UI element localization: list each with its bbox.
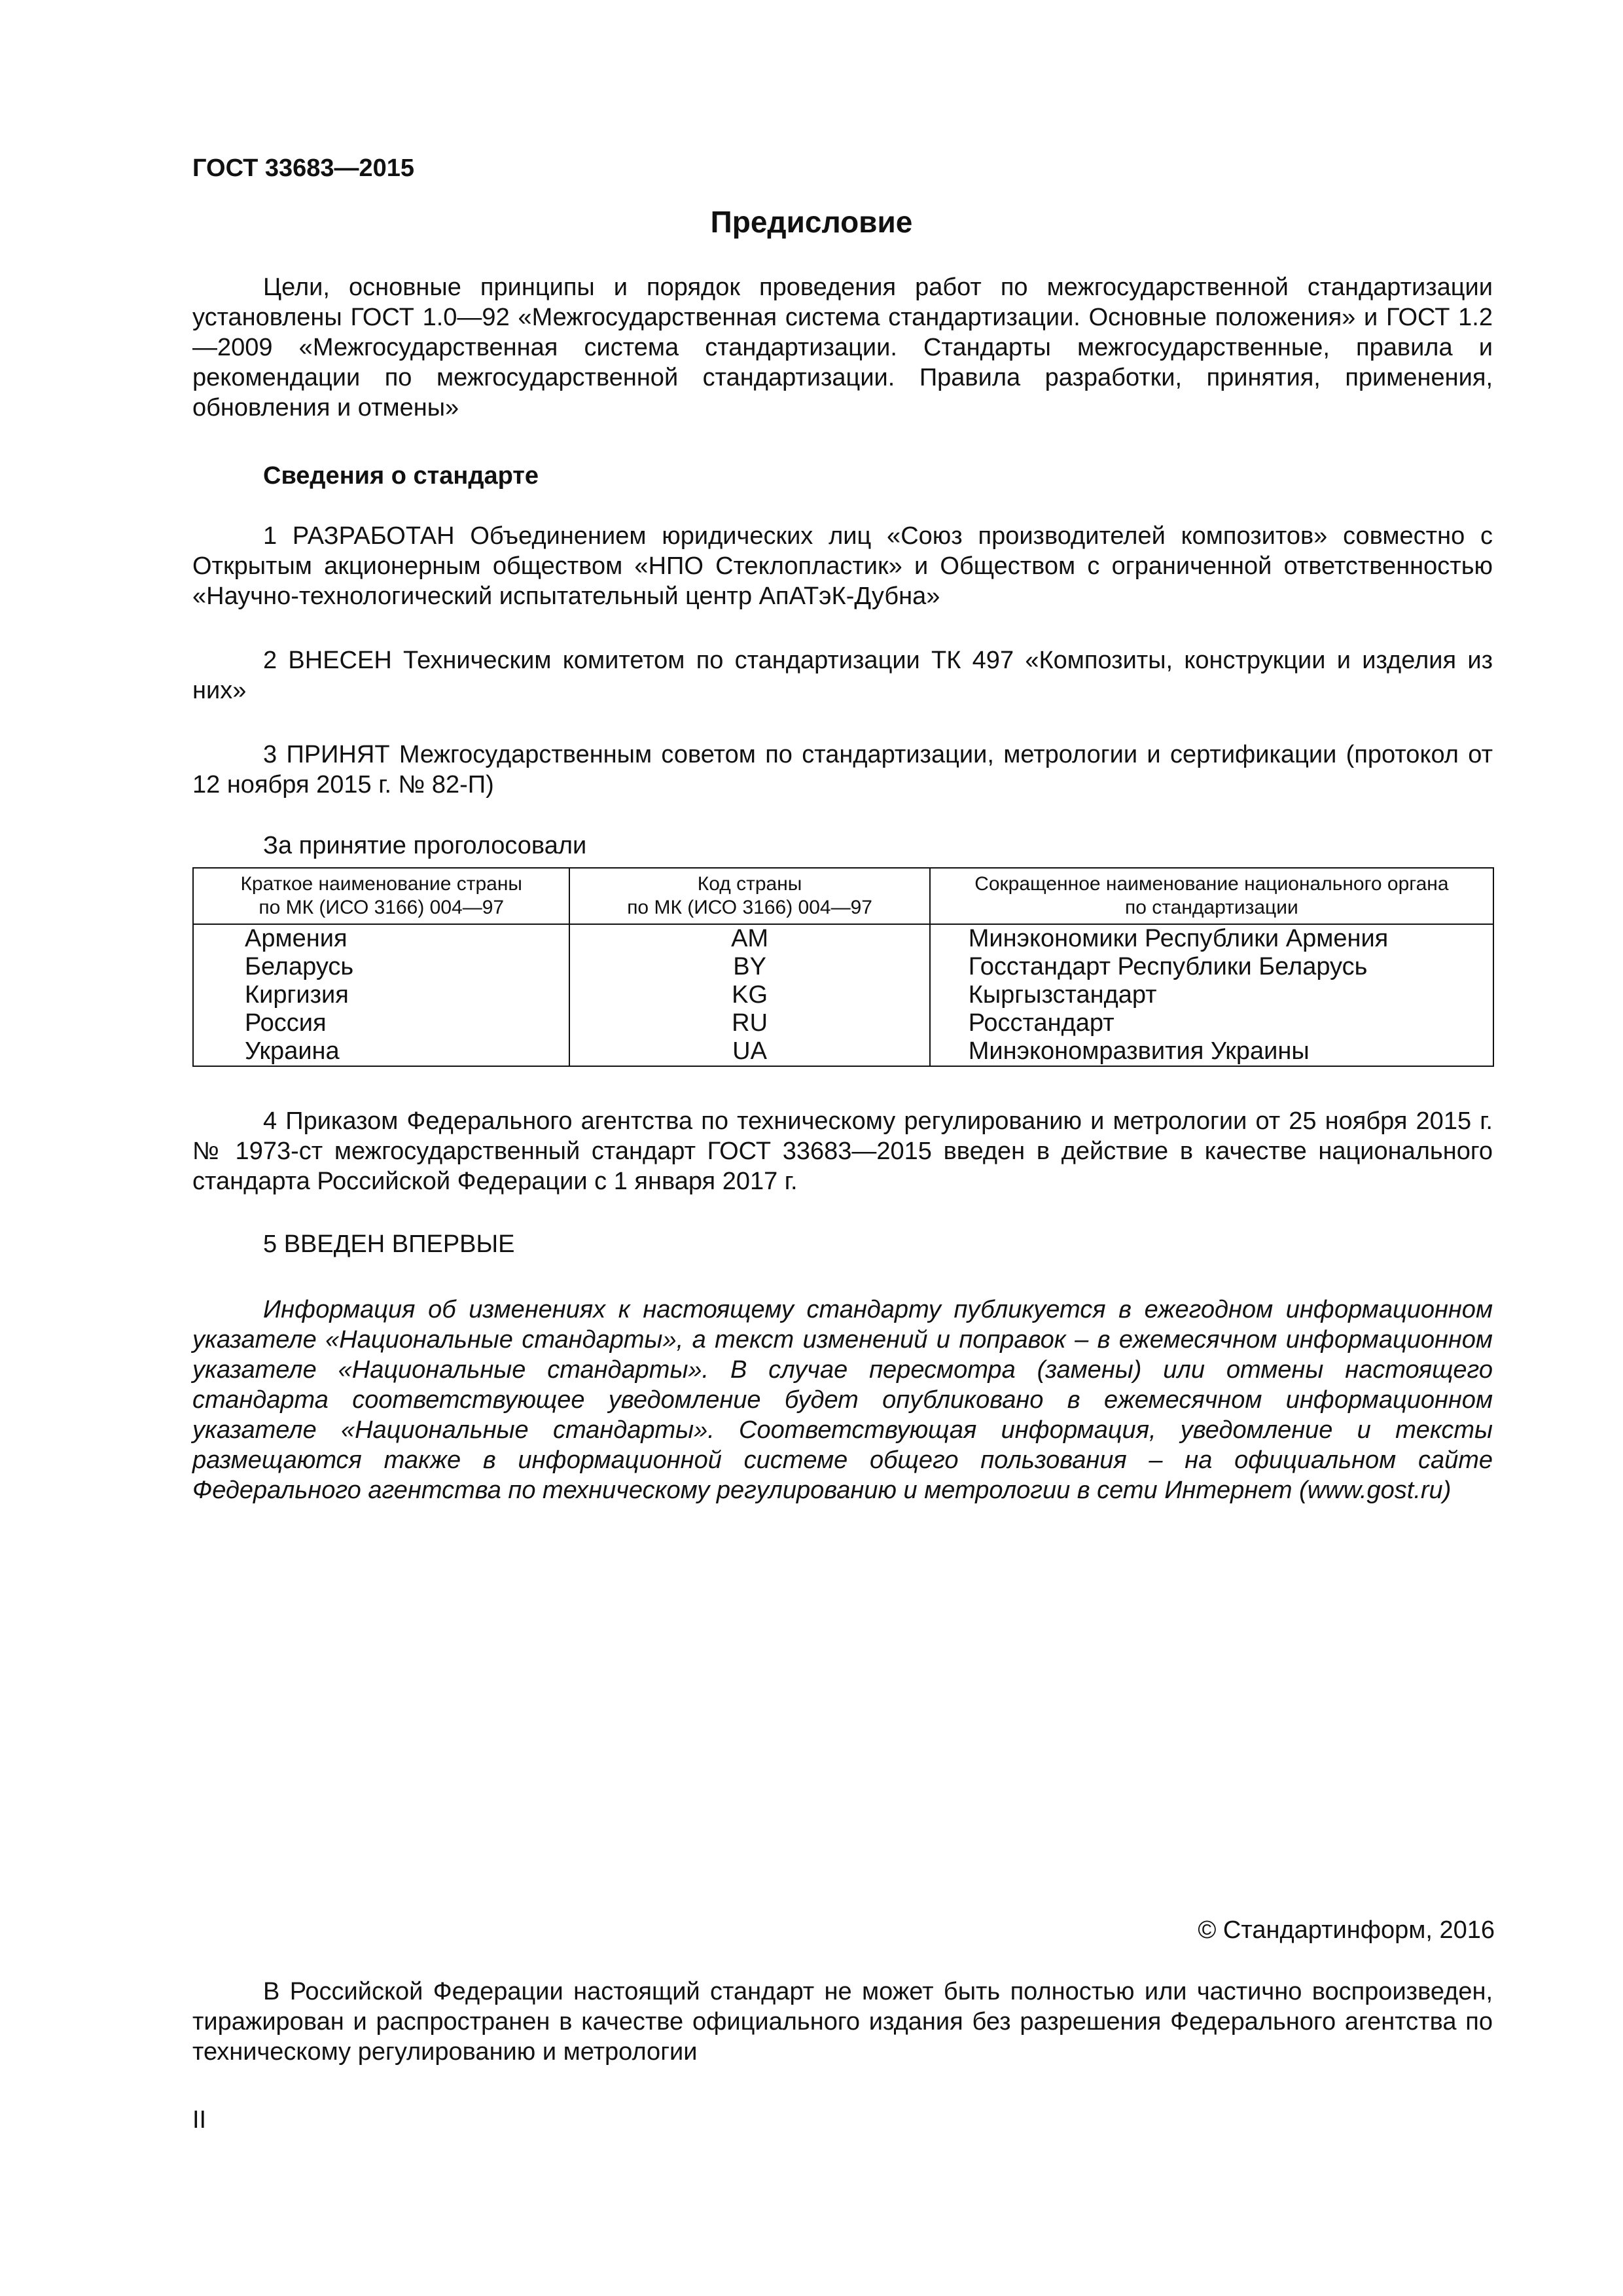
code-cell: AM: [569, 924, 929, 953]
column-header-org-line2: по стандартизации: [1124, 897, 1298, 918]
votes-caption: За принятие проголосовали: [263, 832, 587, 859]
table-row: [193, 924, 1493, 953]
column-header-country-line2: по МК (ИСО 3166) 004—97: [259, 897, 505, 918]
code-cell: UA: [569, 1037, 929, 1066]
table-row: [193, 1037, 1493, 1066]
org-cell: Минэкономразвития Украины: [930, 1037, 1493, 1066]
reproduction-notice: В Российской Федерации настоящий стандарт не может быть полностью или частично воспроизведен, тиражирован и распространен в качестве официального издания без разрешения Федерального агентства по техническому регулированию и метрологии: [192, 1978, 1493, 2066]
item-first-introduced: 5 ВВЕДЕН ВПЕРВЫЕ: [263, 1230, 515, 1258]
column-header-country-line1: Краткое наименование страны: [240, 873, 522, 895]
country-cell: Киргизия: [193, 981, 569, 1009]
column-header-org-line1: Сокращенное наименование национального органа: [974, 873, 1449, 895]
org-cell: Кыргызстандарт: [930, 981, 1493, 1009]
table-row: [193, 1009, 1493, 1037]
document-code-header: ГОСТ 33683—2015: [192, 154, 415, 182]
org-cell: Минэкономики Республики Армения: [930, 924, 1493, 953]
column-header-code-line2: по МК (ИСО 3166) 004—97: [627, 897, 872, 918]
country-cell: Россия: [193, 1009, 569, 1037]
page-number: II: [192, 2106, 207, 2134]
column-header-code-line1: Код страны: [697, 873, 802, 895]
column-header-org: [930, 868, 1493, 924]
page-title: Предисловие: [710, 205, 913, 239]
changes-info-paragraph: Информация об изменениях к настоящему стандарту публикуется в ежегодном информационном указателе «Национальные стандарты», а текст изменений и поправок – в ежемесячном информационном указателе «Национальные стандарты». В случае пересмотра (замены) или отмены настоящего стандарта соответствующее уведомление будет опубликовано в ежемесячном информационном указателе «Национальные стандарты». Соответствующая информация, уведомление и тексты размещаются также в информационной системе общего пользования – на официальном сайте Федерального агентства по техническому регулированию и метрологии в сети Интернет (www.gost.ru): [192, 1296, 1493, 1504]
country-cell: Беларусь: [193, 953, 569, 981]
info-heading: Сведения о стандарте: [263, 462, 539, 490]
votes-table: [192, 867, 1494, 1067]
code-cell: RU: [569, 1009, 929, 1037]
intro-paragraph: Цели, основные принципы и порядок проведения работ по межгосударственной стандартизации установлены ГОСТ 1.0—92 «Межгосударственная система стандартизации. Основные положения» и ГОСТ 1.2—2009 «Межгосударственная система стандартизации. Стандарты межгосударственные, правила и рекомендации по межгосударственной стандартизации. Правила разработки, принятия, применения, обновления и отмены»: [192, 274, 1493, 422]
copyright: © Стандартинформ, 2016: [1198, 1916, 1495, 1944]
table-row: [193, 953, 1493, 981]
country-cell: Армения: [193, 924, 569, 953]
code-cell: KG: [569, 981, 929, 1009]
item-developed: 1 РАЗРАБОТАН Объединением юридических лиц «Союз производителей композитов» совместно с Открытым акционерным обществом «НПО Стеклопластик» и Обществом с ограниченной ответственностью «Научно-технологический испытательный центр АпАТэК-Дубна»: [192, 522, 1493, 610]
column-header-code: [569, 868, 929, 924]
column-header-country: [193, 868, 569, 924]
item-adopted: 3 ПРИНЯТ Межгосударственным советом по стандартизации, метрологии и сертификации (протокол от 12 ноября 2015 г. № 82-П): [192, 741, 1493, 798]
table-row: [193, 981, 1493, 1009]
country-cell: Украина: [193, 1037, 569, 1066]
table-header-row: [193, 868, 1493, 924]
code-cell: BY: [569, 953, 929, 981]
item-introduced: 2 ВНЕСЕН Техническим комитетом по стандартизации ТК 497 «Композиты, конструкции и изделия из них»: [192, 647, 1493, 704]
org-cell: Госстандарт Республики Беларусь: [930, 953, 1493, 981]
item-order: 4 Приказом Федерального агентства по техническому регулированию и метрологии от 25 ноября 2015 г. № 1973-ст межгосударственный стандарт ГОСТ 33683—2015 введен в действие в качестве национального стандарта Российской Федерации с 1 января 2017 г.: [192, 1107, 1493, 1195]
org-cell: Росстандарт: [930, 1009, 1493, 1037]
